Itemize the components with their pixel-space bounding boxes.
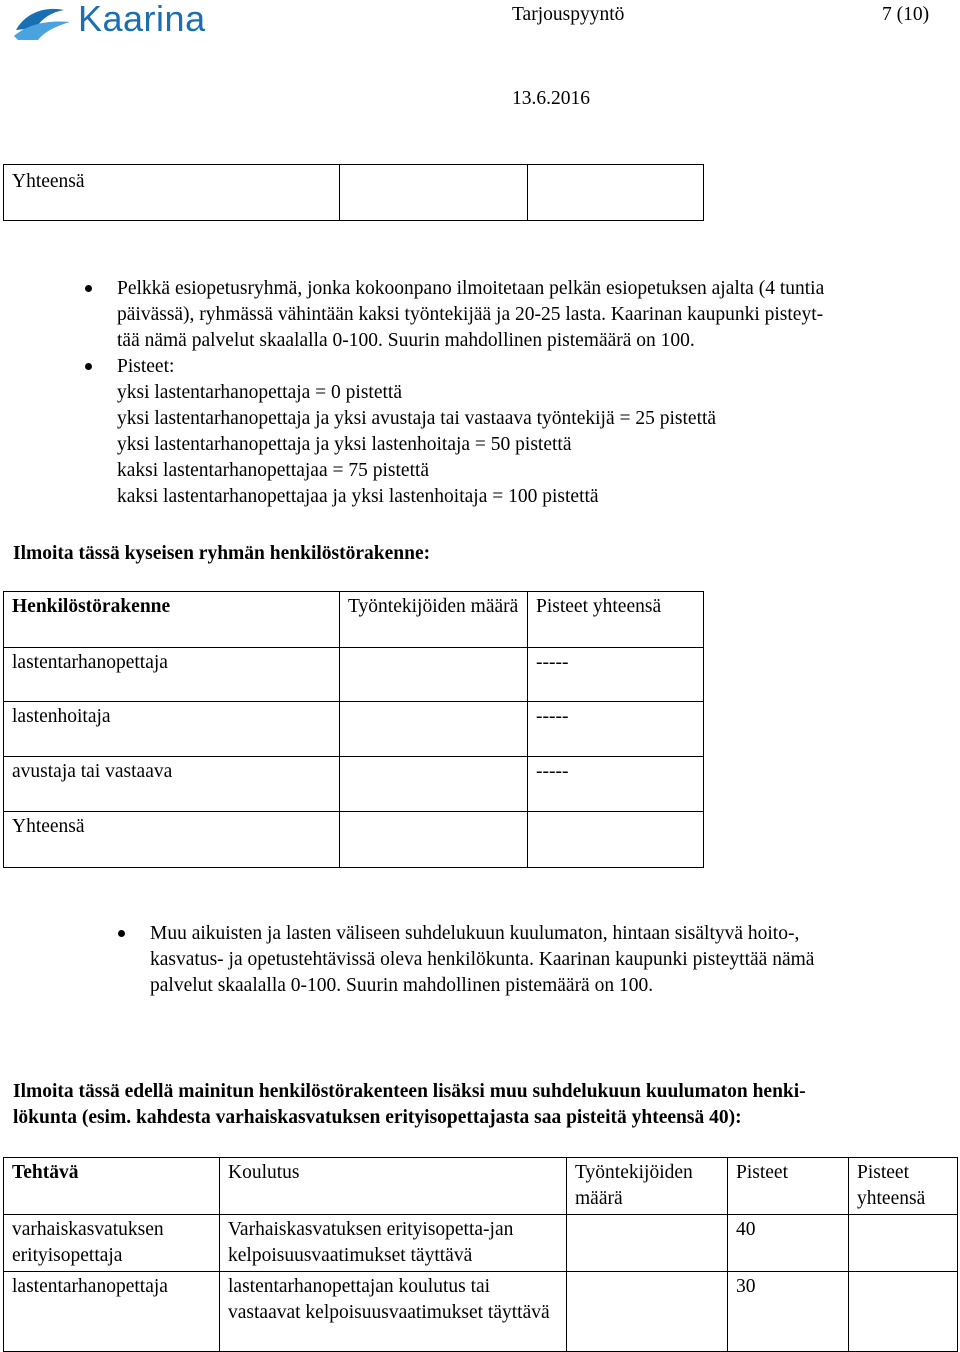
education-cell: [220, 1272, 567, 1352]
header-cell: [340, 592, 528, 648]
bullet1-line: tää nämä palvelut skaalalla 0-100. Suurin mahdollinen pistemäärä on 100.: [117, 330, 695, 351]
header-education: Koulutus: [228, 1162, 300, 1183]
total-cell[interactable]: [849, 1215, 958, 1272]
total-label: Yhteensä: [12, 171, 85, 192]
task-cell: [4, 1272, 220, 1352]
points-value: 30: [736, 1276, 756, 1297]
points-title: Pisteet:: [117, 356, 175, 377]
points-cell: [528, 757, 704, 812]
heading-line: Ilmoita tässä edellä mainitun henkilöstörakenteen lisäksi muu suhdelukuun kuulumaton henki-: [13, 1081, 806, 1102]
role-cell: [4, 648, 340, 702]
points-line: kaksi lastentarhanopettajaa = 75 pistettä: [117, 460, 430, 481]
points-line: yksi lastentarhanopettaja = 0 pistettä: [117, 382, 402, 403]
total-label-cell: [4, 165, 340, 221]
header-cell: [220, 1158, 567, 1215]
header-cell: [528, 592, 704, 648]
task-label: varhaiskasvatuksen erityisopettaja: [12, 1219, 164, 1266]
education-text: lastentarhanopettajan koulutus tai vastaavat kelpoisuusvaatimukset täyttävä: [228, 1276, 550, 1323]
header-cell: [849, 1158, 958, 1215]
points-line: yksi lastentarhanopettaja ja yksi avustaja tai vastaava työntekijä = 25 pistettä: [117, 408, 717, 429]
count-cell[interactable]: [340, 648, 528, 702]
count-cell[interactable]: [567, 1215, 728, 1272]
kaarina-logo: [12, 2, 212, 42]
top-total-table: [3, 164, 704, 221]
role-cell: [4, 812, 340, 868]
bullet-line: kasvatus- ja opetustehtävissä oleva henkilökunta. Kaarinan kaupunki pisteyttää nämä: [150, 949, 815, 970]
header-count: Työntekijöiden määrä: [348, 596, 519, 617]
header-cell: [728, 1158, 849, 1215]
points-cell: [728, 1272, 849, 1352]
education-cell: [220, 1215, 567, 1272]
total-points-cell[interactable]: [528, 165, 704, 221]
header-total: Pisteet yhteensä: [857, 1162, 926, 1209]
table-row: [4, 165, 704, 221]
header-points: Pisteet yhteensä: [536, 596, 662, 617]
role-label: avustaja tai vastaava: [12, 761, 173, 782]
table-row: [4, 592, 704, 648]
role-cell: [4, 702, 340, 757]
header-cell: [4, 592, 340, 648]
table-row: [4, 812, 704, 868]
points-cell: [728, 1215, 849, 1272]
points-value: 40: [736, 1219, 756, 1240]
extra-staff-heading: [13, 1079, 953, 1131]
table-row: [4, 1215, 958, 1272]
points-line: kaksi lastentarhanopettajaa ja yksi lastenhoitaja = 100 pistettä: [117, 486, 599, 507]
table-row: [4, 648, 704, 702]
heading-line: lökunta (esim. kahdesta varhaiskasvatuksen erityisopettajasta saa pisteitä yhteensä 40):: [13, 1107, 742, 1128]
bullet1-line: Pelkkä esiopetusryhmä, jonka kokoonpano ilmoitetaan pelkän esiopetuksen ajalta (4 tuntia: [117, 278, 825, 299]
count-cell[interactable]: [340, 812, 528, 868]
points-cell[interactable]: [528, 812, 704, 868]
kaarina-wave-icon: [12, 2, 72, 42]
section1-bullet-list: [117, 276, 957, 510]
total-cell[interactable]: [849, 1272, 958, 1352]
bullet-icon: [118, 930, 125, 937]
header-task: Tehtävä: [12, 1162, 79, 1183]
document-type: Tarjouspyyntö: [512, 4, 625, 25]
points-value: -----: [536, 652, 569, 673]
bullet-line: Muu aikuisten ja lasten väliseen suhdelukuun kuulumaton, hintaan sisältyvä hoito-,: [150, 923, 800, 944]
header-count: Työntekijöiden määrä: [575, 1162, 693, 1209]
task-cell: [4, 1215, 220, 1272]
header-cell: [567, 1158, 728, 1215]
count-cell[interactable]: [567, 1272, 728, 1352]
staff-structure-table: [3, 591, 704, 868]
role-cell: [4, 757, 340, 812]
bullet-icon: [85, 363, 92, 370]
header-cell: [4, 1158, 220, 1215]
table-row: [4, 702, 704, 757]
total-count-cell[interactable]: [340, 165, 528, 221]
bullet-line: palvelut skaalalla 0-100. Suurin mahdollinen pistemäärä on 100.: [150, 975, 654, 996]
points-value: -----: [536, 706, 569, 727]
table-row: [4, 1272, 958, 1352]
education-text: Varhaiskasvatuksen erityisopetta-jan kelpoisuusvaatimukset täyttävä: [228, 1219, 514, 1266]
extra-staff-table: [3, 1157, 958, 1352]
role-label: Yhteensä: [12, 816, 85, 837]
points-cell: [528, 702, 704, 757]
header-points: Pisteet: [736, 1162, 788, 1183]
points-value: -----: [536, 761, 569, 782]
header-structure: Henkilöstörakenne: [12, 596, 171, 617]
count-cell[interactable]: [340, 757, 528, 812]
bullet-icon: [85, 285, 92, 292]
count-cell[interactable]: [340, 702, 528, 757]
table-row: [4, 757, 704, 812]
table-row: [4, 1158, 958, 1215]
logo-wordmark: Kaarina: [78, 0, 206, 39]
list-item: [117, 276, 957, 354]
document-date: 13.6.2016: [512, 88, 590, 109]
role-label: lastentarhanopettaja: [12, 652, 168, 673]
role-label: lastenhoitaja: [12, 706, 111, 727]
page-number: 7 (10): [882, 4, 930, 25]
staff-structure-heading: Ilmoita tässä kyseisen ryhmän henkilöstörakenne:: [13, 543, 431, 564]
points-cell: [528, 648, 704, 702]
task-label: lastentarhanopettaja: [12, 1276, 168, 1297]
bullet1-line: päivässä), ryhmässä vähintään kaksi työntekijää ja 20-25 lasta. Kaarinan kaupunki pisteyt-: [117, 304, 824, 325]
list-item: [117, 354, 957, 510]
list-item: [150, 921, 950, 999]
section2-bullet-list: [150, 921, 950, 999]
points-line: yksi lastentarhanopettaja ja yksi lastenhoitaja = 50 pistettä: [117, 434, 572, 455]
